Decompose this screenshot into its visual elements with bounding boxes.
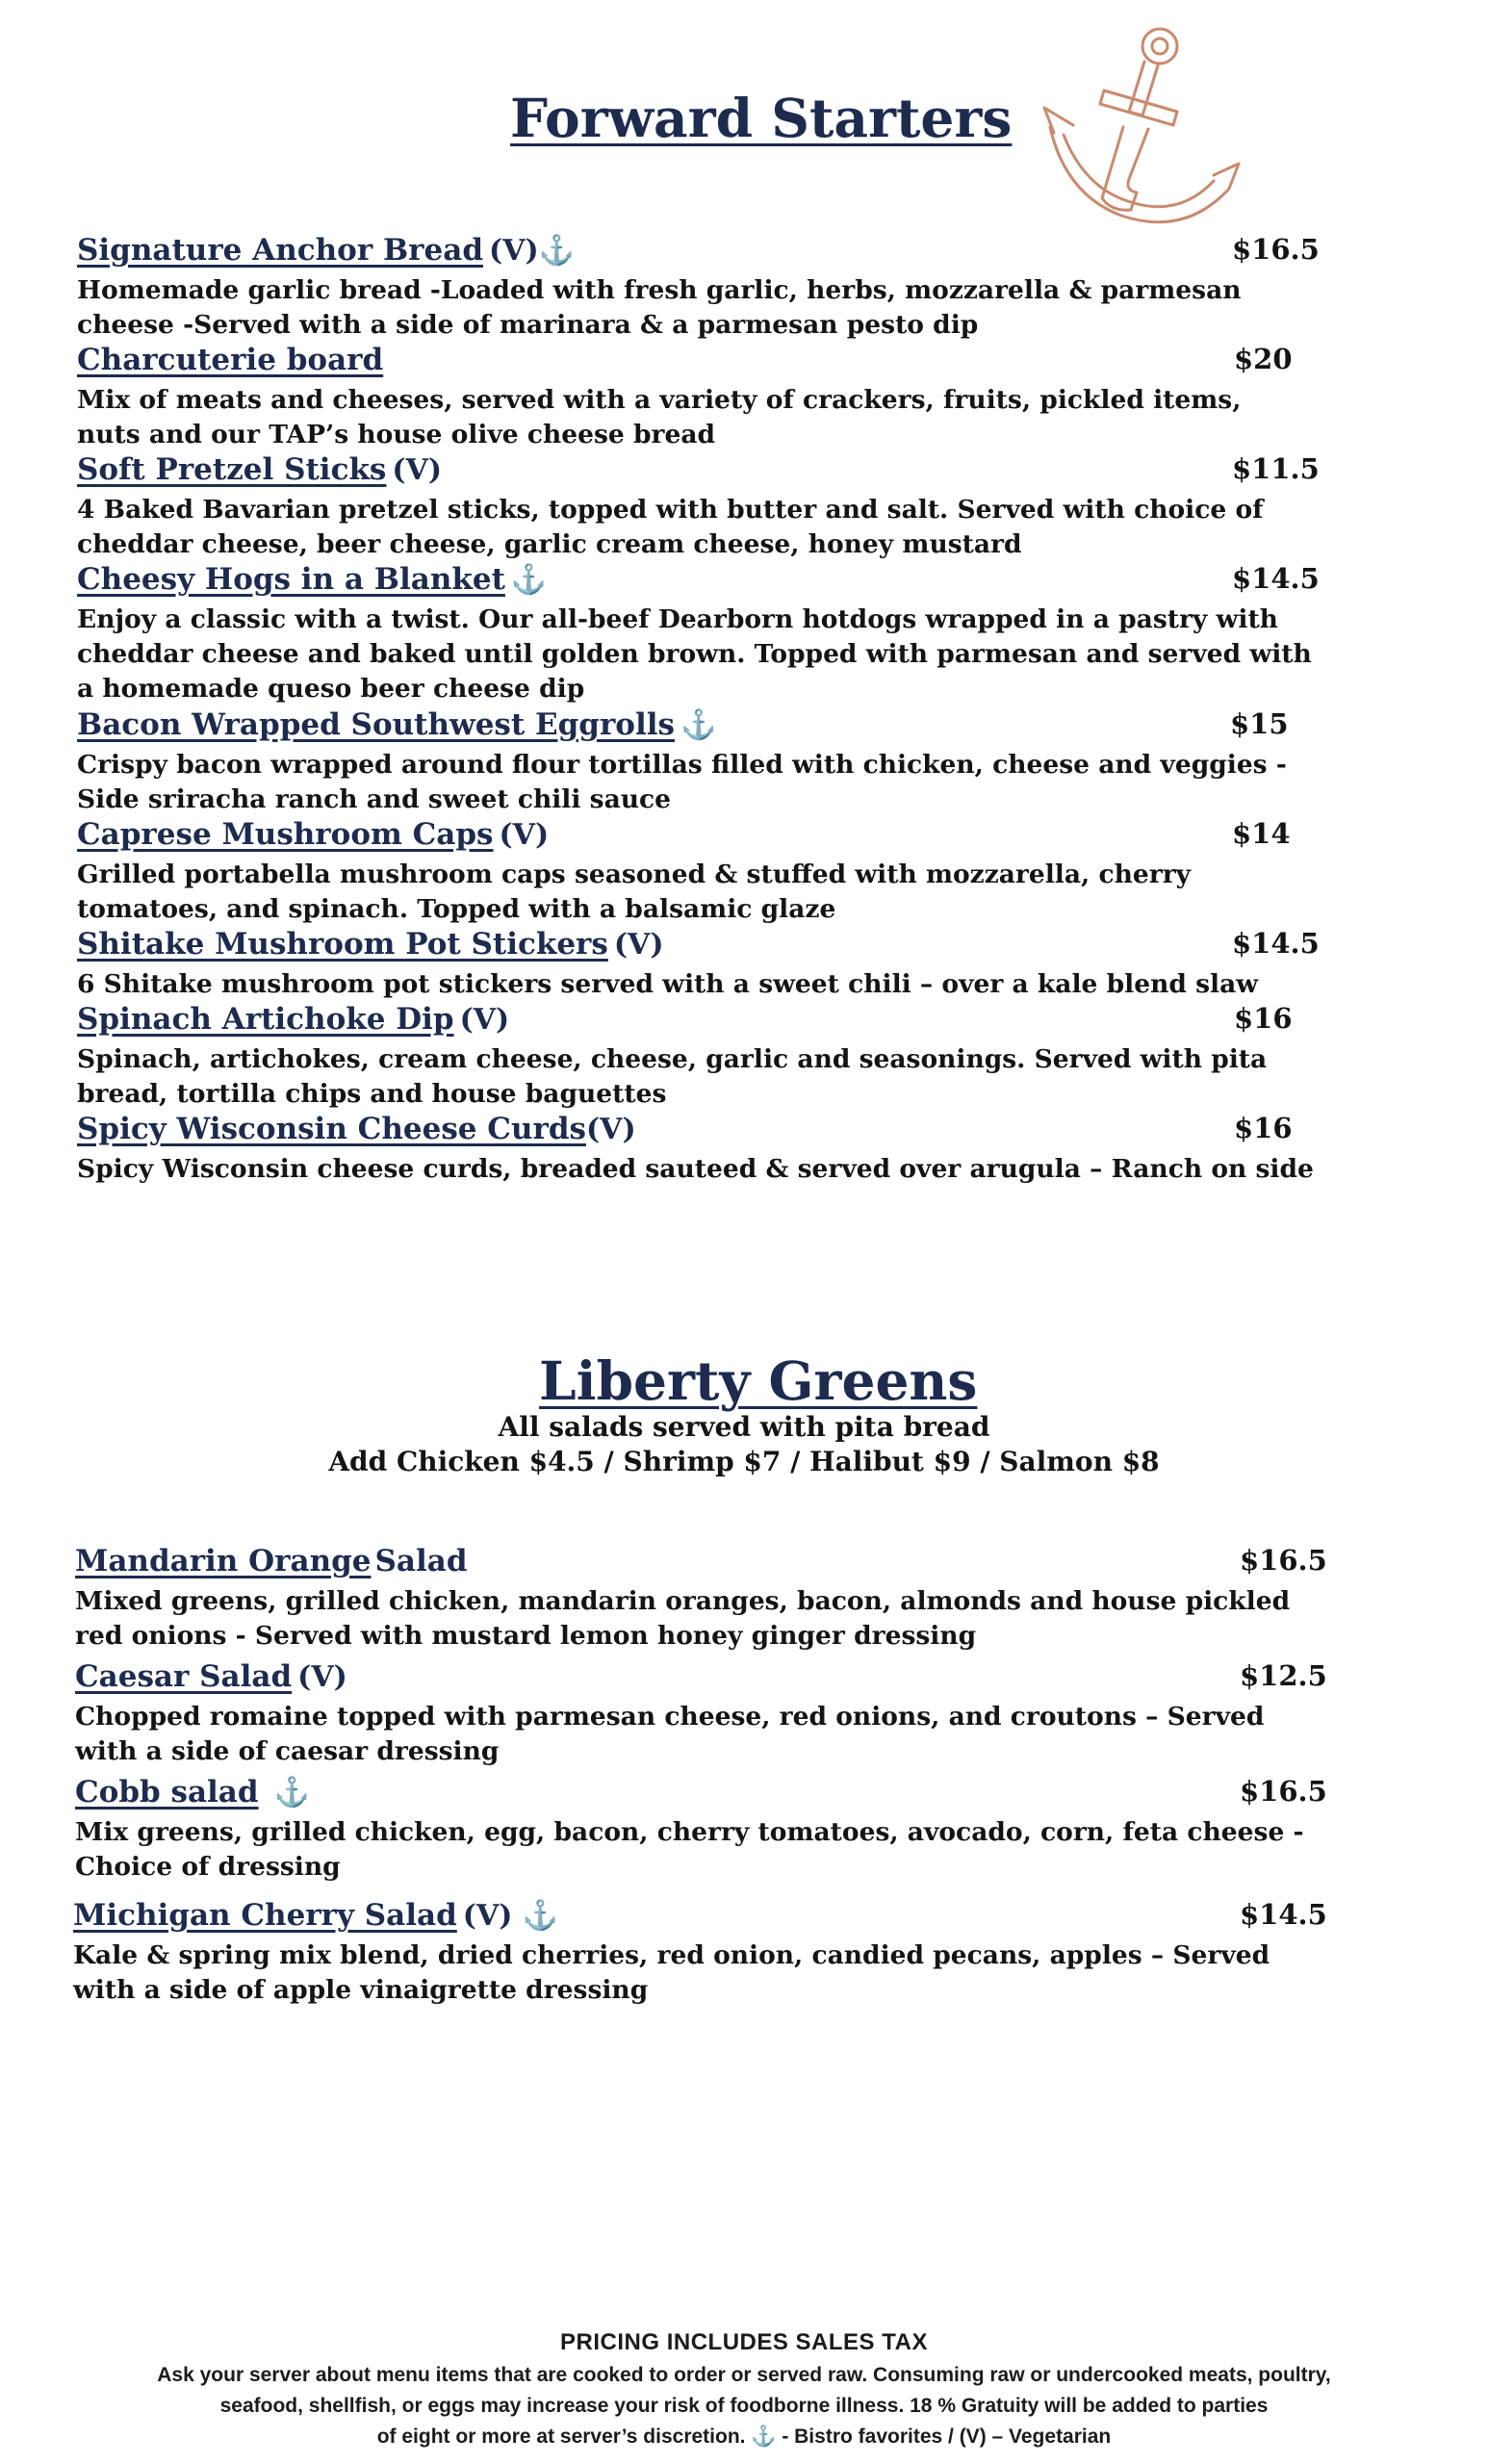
item-tag: (V): [613, 928, 664, 962]
item-price: $16: [1234, 1112, 1293, 1144]
menu-item-caprese-mushroom-caps: [77, 817, 1424, 927]
item-price: $16.5: [1240, 1544, 1327, 1577]
item-name: Soft Pretzel Sticks: [77, 452, 387, 487]
item-tag: (V)⚓: [489, 234, 576, 268]
item-description: 4 Baked Bavarian pretzel sticks, topped with butter and salt. Served with choice of cheddar cheese, beer cheese, garlic cream cheese, honey mustard: [77, 495, 1264, 559]
item-description: Chopped romaine topped with parmesan cheese, red onions, and croutons – Served with a side of caesar dressing: [75, 1702, 1265, 1766]
item-name: Caprese Mushroom Caps: [77, 817, 494, 852]
item-description: Grilled portabella mushroom caps seasoned & stuffed with mozzarella, cherry tomatoes, and spinach. Topped with a balsamic glaze: [77, 860, 1192, 924]
menu-item-spinach-artichoke-dip: [77, 1002, 1424, 1112]
item-name-suffix: Salad: [374, 1544, 468, 1578]
greens-subtitle: All salads served with pita bread: [498, 1411, 990, 1443]
item-tag: (V): [392, 453, 443, 487]
item-price: $14.5: [1240, 1898, 1327, 1931]
menu-item-michigan-cherry-salad: [73, 1898, 1421, 2008]
menu-item-soft-pretzel-sticks: [77, 452, 1424, 562]
menu-item-shitake-mushroom-pot-stickers: [77, 927, 1424, 1002]
menu-item-bacon-wrapped-southwest-eggrolls: [77, 707, 1424, 817]
item-description: Enjoy a classic with a twist. Our all-beef Dearborn hotdogs wrapped in a pastry with cheddar cheese and baked until golden brown. Topped with parmesan and served with a homemade queso beer cheese dip: [77, 604, 1312, 704]
menu-item-charcuterie-board: [77, 343, 1424, 452]
item-description: Spinach, artichokes, cream cheese, cheese, garlic and seasonings. Served with pita bread, tortilla chips and house baguettes: [77, 1044, 1268, 1109]
item-description: Crispy bacon wrapped around flour tortillas filled with chicken, cheese and veggies - Side sriracha ranch and sweet chili sauce: [77, 750, 1287, 814]
item-price: $12.5: [1240, 1659, 1327, 1692]
item-name: Bacon Wrapped Southwest Eggrolls: [77, 707, 675, 742]
item-description: Mix greens, grilled chicken, egg, bacon, cherry tomatoes, avocado, corn, feta cheese - Choice of dressing: [75, 1817, 1304, 1882]
item-name: Michigan Cherry Salad: [73, 1898, 457, 1933]
item-name: Cheesy Hogs in a Blanket: [77, 562, 505, 597]
item-name: Shitake Mushroom Pot Stickers: [77, 927, 608, 962]
menu-item-caesar-salad: [75, 1659, 1423, 1769]
item-price: $16.5: [1240, 1775, 1327, 1808]
item-name: Caesar Salad: [75, 1659, 293, 1694]
item-description: 6 Shitake mushroom pot stickers served with a sweet chili – over a kale blend slaw: [77, 969, 1259, 999]
menu-item-cobb-salad: [75, 1775, 1423, 1885]
item-name: Cobb salad: [75, 1775, 259, 1810]
item-tag: ⚓: [510, 563, 548, 597]
menu-item-mandarin-orange-salad: [75, 1544, 1423, 1654]
item-tag: (V): [297, 1660, 347, 1694]
item-price: $14.5: [1232, 927, 1320, 960]
menu-item-signature-anchor-bread: [77, 233, 1424, 343]
item-name: Spinach Artichoke Dip: [77, 1002, 454, 1037]
footer-title: PRICING INCLUDES SALES TAX: [560, 2329, 928, 2355]
item-description: Mixed greens, grilled chicken, mandarin oranges, bacon, almonds and house pickled red onions - Served with mustard lemon honey ginger dressing: [75, 1586, 1291, 1651]
greens-addons: Add Chicken $4.5 / Shrimp $7 / Halibut $9 / Salmon $8: [328, 1446, 1160, 1477]
item-tag: (V): [459, 1003, 510, 1037]
item-price: $15: [1230, 707, 1289, 740]
item-name: Mandarin Orange: [75, 1544, 372, 1578]
item-description: Kale & spring mix blend, dried cherries, red onion, candied pecans, apples – Served with a side of apple vinaigrette dressing: [73, 1940, 1270, 2005]
item-price: $14: [1232, 817, 1291, 850]
item-description: Mix of meats and cheeses, served with a variety of crackers, fruits, pickled items, nuts and our TAP’s house olive cheese bread: [77, 385, 1242, 449]
item-name: Charcuterie board: [77, 343, 384, 377]
menu-item-cheesy-hogs-in-a-blanket: [77, 562, 1424, 706]
item-name: Signature Anchor Bread: [77, 233, 483, 268]
item-price: $16: [1234, 1002, 1293, 1035]
item-tag: ⚓: [680, 708, 717, 742]
footer-disclaimer-line: seafood, shellfish, or eggs may increase your risk of foodborne illness. 18 % Gratuity will be added to parties: [219, 2395, 1269, 2417]
item-tag: (V): [499, 818, 550, 852]
footer-legend-line: of eight or more at server’s discretion. ⚓ - Bistro favorites / (V) – Vegetarian: [376, 2426, 1112, 2448]
item-name: Spicy Wisconsin Cheese Curds: [77, 1112, 586, 1146]
section-title-starters: Forward Starters: [510, 87, 1013, 149]
menu-item-spicy-wisconsin-cheese-curds: [77, 1112, 1424, 1187]
item-price: $20: [1234, 343, 1293, 375]
item-tag: (V) ⚓: [462, 1899, 559, 1933]
item-description: Spicy Wisconsin cheese curds, breaded sauteed & served over arugula – Ranch on side: [77, 1154, 1314, 1184]
item-price: $11.5: [1232, 452, 1320, 485]
anchor-icon: [1015, 19, 1256, 260]
item-description: Homemade garlic bread -Loaded with fresh garlic, herbs, mozzarella & parmesan cheese -Served with a side of marinara & a parmesan pesto dip: [77, 275, 1242, 340]
footer-disclaimer-line: Ask your server about menu items that are cooked to order or served raw. Consuming raw or undercooked meats, poultry,: [157, 2364, 1331, 2386]
section-title-greens: Liberty Greens: [539, 1349, 978, 1412]
item-price: $14.5: [1232, 562, 1320, 595]
item-price: $16.5: [1232, 233, 1320, 266]
item-tag: ⚓: [273, 1776, 310, 1810]
item-tag: (V): [585, 1113, 636, 1146]
